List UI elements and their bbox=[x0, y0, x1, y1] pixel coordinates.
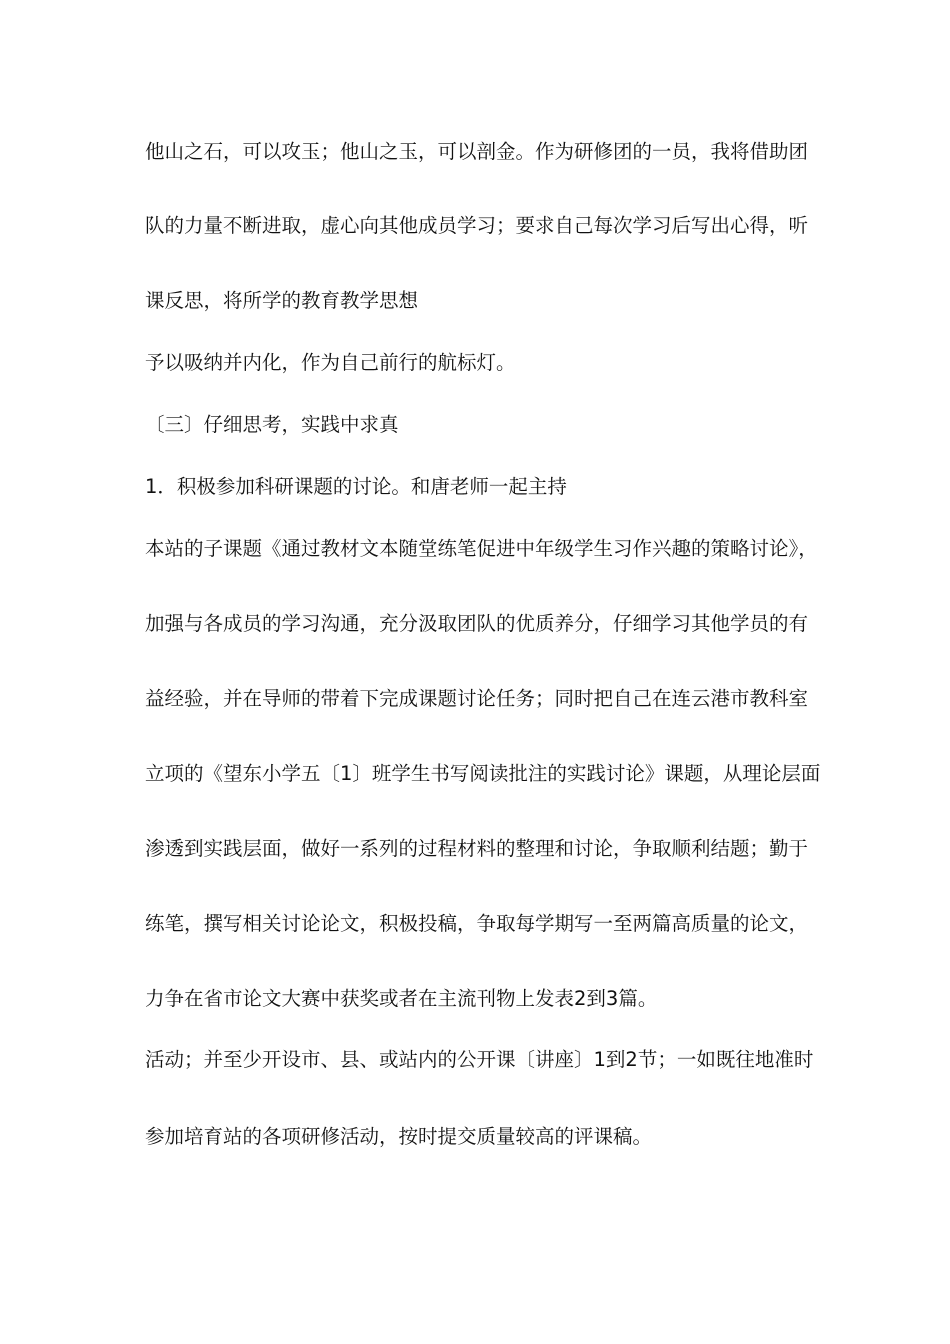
text-line-13: 力争在省市论文大赛中获奖或者在主流刊物上发表2到3篇。 bbox=[145, 987, 658, 1010]
text-line-1: 他山之石，可以攻玉；他山之玉，可以剖金。作为研修团的一员，我将借助团 bbox=[145, 140, 809, 163]
text-line-14: 活动；并至少开设市、县、或站内的公开课〔讲座〕1到2节；一如既往地准时 bbox=[145, 1048, 814, 1071]
text-line-15: 参加培育站的各项研修活动，按时提交质量较高的评课稿。 bbox=[145, 1125, 653, 1148]
text-line-12: 练笔，撰写相关讨论论文，积极投稿，争取每学期写一至两篇高质量的论文， bbox=[145, 912, 809, 935]
text-line-11: 渗透到实践层面，做好一系列的过程材料的整理和讨论，争取顺利结题；勤于 bbox=[145, 837, 809, 860]
text-line-9: 益经验，并在导师的带着下完成课题讨论任务；同时把自己在连云港市教科室 bbox=[145, 687, 809, 710]
text-line-3: 课反思，将所学的教育教学思想 bbox=[145, 289, 419, 312]
text-line-8: 加强与各成员的学习沟通，充分汲取团队的优质养分，仔细学习其他学员的有 bbox=[145, 612, 809, 635]
text-line-4: 予以吸纳并内化，作为自己前行的航标灯。 bbox=[145, 351, 516, 374]
text-line-10: 立项的《望东小学五〔1〕班学生书写阅读批注的实践讨论》课题，从理论层面 bbox=[145, 762, 821, 785]
section-heading: 〔三〕仔细思考，实践中求真 bbox=[145, 413, 399, 436]
text-line-7: 本站的子课题《通过教材文本随堂练笔促进中年级学生习作兴趣的策略讨论》， bbox=[145, 537, 818, 560]
list-item-heading: 1．积极参加科研课题的讨论。和唐老师一起主持 bbox=[145, 475, 567, 498]
text-line-2: 队的力量不断进取，虚心向其他成员学习；要求自己每次学习后写出心得，听 bbox=[145, 214, 809, 237]
